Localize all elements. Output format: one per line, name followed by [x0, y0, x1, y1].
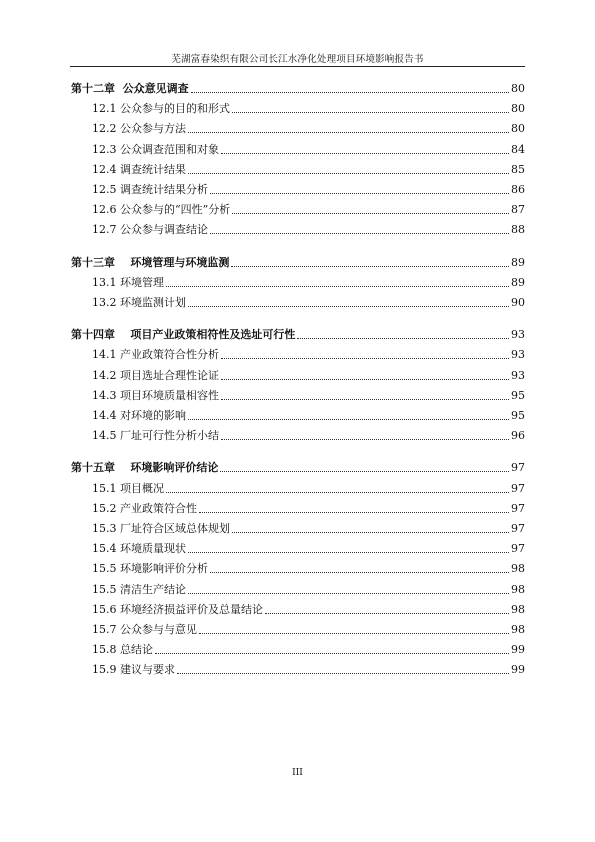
toc-chapter-entry[interactable]	[71, 250, 525, 270]
toc-entry-page-number: 98	[511, 623, 525, 636]
toc-entry-page-number: 97	[511, 542, 525, 556]
toc-entry-title: 13.1 环境管理	[92, 275, 164, 289]
toc-entry-page-number: 97	[511, 501, 525, 515]
toc-section-entry[interactable]	[92, 476, 525, 496]
toc-chapter-entry[interactable]	[71, 322, 525, 342]
toc-dot-leader	[188, 418, 509, 420]
toc-entry-title: 13.2 环境监测计划	[92, 296, 186, 309]
toc-entry-page-number: 85	[511, 162, 525, 176]
toc-dot-leader	[221, 357, 509, 359]
toc-dot-leader	[155, 652, 509, 654]
toc-entry-title: 第十二章 公众意见调查	[71, 82, 189, 95]
footer-page-number: III	[292, 768, 303, 778]
toc-entry-title: 15.5 清洁生产结论	[92, 582, 186, 596]
toc-entry-title: 14.4 对环境的影响	[92, 409, 186, 422]
toc-entry-title: 15.1 项目概况	[92, 481, 164, 495]
toc-dot-leader	[297, 337, 509, 339]
toc-dot-leader	[231, 265, 509, 267]
toc-chapter-entry[interactable]	[71, 76, 525, 96]
toc-dot-leader	[191, 91, 509, 93]
toc-entry-title: 12.4 调查统计结果	[92, 162, 186, 176]
toc-entry-page-number: 80	[511, 122, 525, 136]
toc-dot-leader	[210, 192, 509, 194]
toc-dot-leader	[166, 491, 509, 493]
toc-section-entry[interactable]	[92, 516, 525, 536]
toc-section-entry[interactable]	[92, 617, 525, 637]
toc-entry-title: 15.7 公众参与与意见	[92, 623, 197, 636]
toc-entry-page-number: 84	[511, 142, 525, 156]
toc-dot-leader	[177, 672, 509, 674]
toc-entry-page-number: 95	[511, 409, 525, 422]
toc-section-entry[interactable]	[92, 157, 525, 177]
toc-entry-title: 14.3 项目环境质量相容性	[92, 388, 219, 402]
toc-section-entry[interactable]	[92, 637, 525, 657]
toc-dot-leader	[210, 571, 509, 573]
toc-chapter-entry[interactable]	[71, 455, 525, 475]
toc-entry-title: 12.6 公众参与的“四性”分析	[92, 203, 231, 217]
toc-dot-leader	[199, 511, 509, 513]
toc-entry-page-number: 95	[511, 388, 525, 402]
toc-dot-leader	[221, 398, 509, 400]
toc-dot-leader	[221, 438, 509, 440]
toc-dot-leader	[166, 285, 509, 287]
toc-entry-title: 12.7 公众参与调查结论	[92, 223, 208, 237]
toc-dot-leader	[188, 131, 509, 133]
toc-entry-page-number: 88	[511, 223, 525, 237]
header-divider	[70, 66, 525, 67]
toc-entry-title: 15.6 环境经济损益评价及总量结论	[92, 602, 263, 616]
toc-entry-page-number: 97	[511, 522, 525, 535]
toc-entry-title: 15.3 厂址符合区域总体规划	[92, 522, 230, 535]
toc-dot-leader	[221, 378, 509, 380]
toc-section-entry[interactable]	[92, 177, 525, 197]
toc-dot-leader	[188, 551, 509, 553]
toc-entry-page-number: 89	[511, 255, 525, 269]
toc-entry-title: 第十四章 项目产业政策相符性及选址可行性	[71, 328, 296, 342]
toc-section-entry[interactable]	[92, 116, 525, 136]
toc-entry-title: 14.2 项目选址合理性论证	[92, 368, 219, 382]
toc-section-entry[interactable]	[92, 270, 525, 290]
toc-entry-page-number: 97	[511, 461, 525, 475]
toc-dot-leader	[188, 592, 509, 594]
toc-dot-leader	[265, 612, 509, 614]
toc-entry-title: 15.2 产业政策符合性	[92, 501, 197, 515]
toc-dot-leader	[188, 305, 509, 307]
toc-entry-page-number: 96	[511, 429, 525, 443]
toc-section-entry[interactable]	[92, 597, 525, 617]
toc-entry-page-number: 98	[511, 602, 525, 616]
toc-entry-page-number: 98	[511, 562, 525, 576]
toc-entry-title: 15.9 建议与要求	[92, 663, 175, 677]
toc-dot-leader	[221, 152, 509, 154]
toc-section-entry[interactable]	[92, 657, 525, 677]
toc-entry-page-number: 98	[511, 582, 525, 596]
toc-section-entry[interactable]	[92, 96, 525, 116]
toc-entry-title: 第十三章 环境管理与环境监测	[71, 255, 230, 269]
toc-section-entry[interactable]	[92, 403, 525, 423]
toc-section-entry[interactable]	[92, 363, 525, 383]
toc-section-entry[interactable]	[92, 342, 525, 362]
toc-section-entry[interactable]	[92, 496, 525, 516]
toc-entry-page-number: 93	[511, 348, 525, 362]
toc-entry-title: 15.4 环境质量现状	[92, 542, 186, 556]
toc-section-entry[interactable]	[92, 536, 525, 556]
toc-section-entry[interactable]	[92, 383, 525, 403]
toc-dot-leader	[232, 531, 509, 533]
toc-entry-page-number: 87	[511, 203, 525, 217]
toc-entry-title: 第十五章 环境影响评价结论	[71, 461, 219, 475]
toc-dot-leader	[232, 111, 509, 113]
toc-section-entry[interactable]	[92, 197, 525, 217]
toc-entry-title: 12.2 公众参与方法	[92, 122, 186, 136]
toc-entry-page-number: 99	[511, 643, 525, 657]
toc-entry-title: 12.1 公众参与的目的和形式	[92, 102, 230, 116]
toc-dot-leader	[210, 232, 509, 234]
toc-entry-page-number: 86	[511, 183, 525, 196]
toc-entry-page-number: 90	[511, 296, 525, 309]
toc-entry-title: 12.5 调查统计结果分析	[92, 183, 208, 196]
toc-entry-page-number: 80	[511, 82, 525, 95]
toc-section-entry[interactable]	[92, 577, 525, 597]
toc-entry-page-number: 97	[511, 481, 525, 495]
toc-dot-leader	[188, 172, 509, 174]
toc-section-entry[interactable]	[92, 217, 525, 237]
toc-section-entry[interactable]	[92, 137, 525, 157]
toc-entry-title: 12.3 公众调查范围和对象	[92, 142, 219, 156]
toc-dot-leader	[199, 632, 509, 634]
toc-dot-leader	[220, 470, 509, 472]
toc-entry-page-number: 99	[511, 663, 525, 677]
toc-entry-page-number: 93	[511, 368, 525, 382]
toc-dot-leader	[232, 212, 509, 214]
toc-entry-title: 15.8 总结论	[92, 643, 153, 657]
document-header-title: 芜湖富春染织有限公司长江水净化处理项目环境影响报告书	[171, 54, 424, 65]
toc-entry-title: 15.5 环境影响评价分析	[92, 562, 208, 576]
toc-entry-title: 14.5 厂址可行性分析小结	[92, 429, 219, 443]
toc-section-entry[interactable]	[92, 290, 525, 310]
toc-entry-page-number: 93	[511, 328, 525, 342]
toc-entry-page-number: 89	[511, 275, 525, 289]
toc-section-entry[interactable]	[92, 423, 525, 443]
toc-entry-page-number: 80	[511, 102, 525, 116]
toc-section-entry[interactable]	[92, 556, 525, 576]
toc-entry-title: 14.1 产业政策符合性分析	[92, 348, 219, 362]
